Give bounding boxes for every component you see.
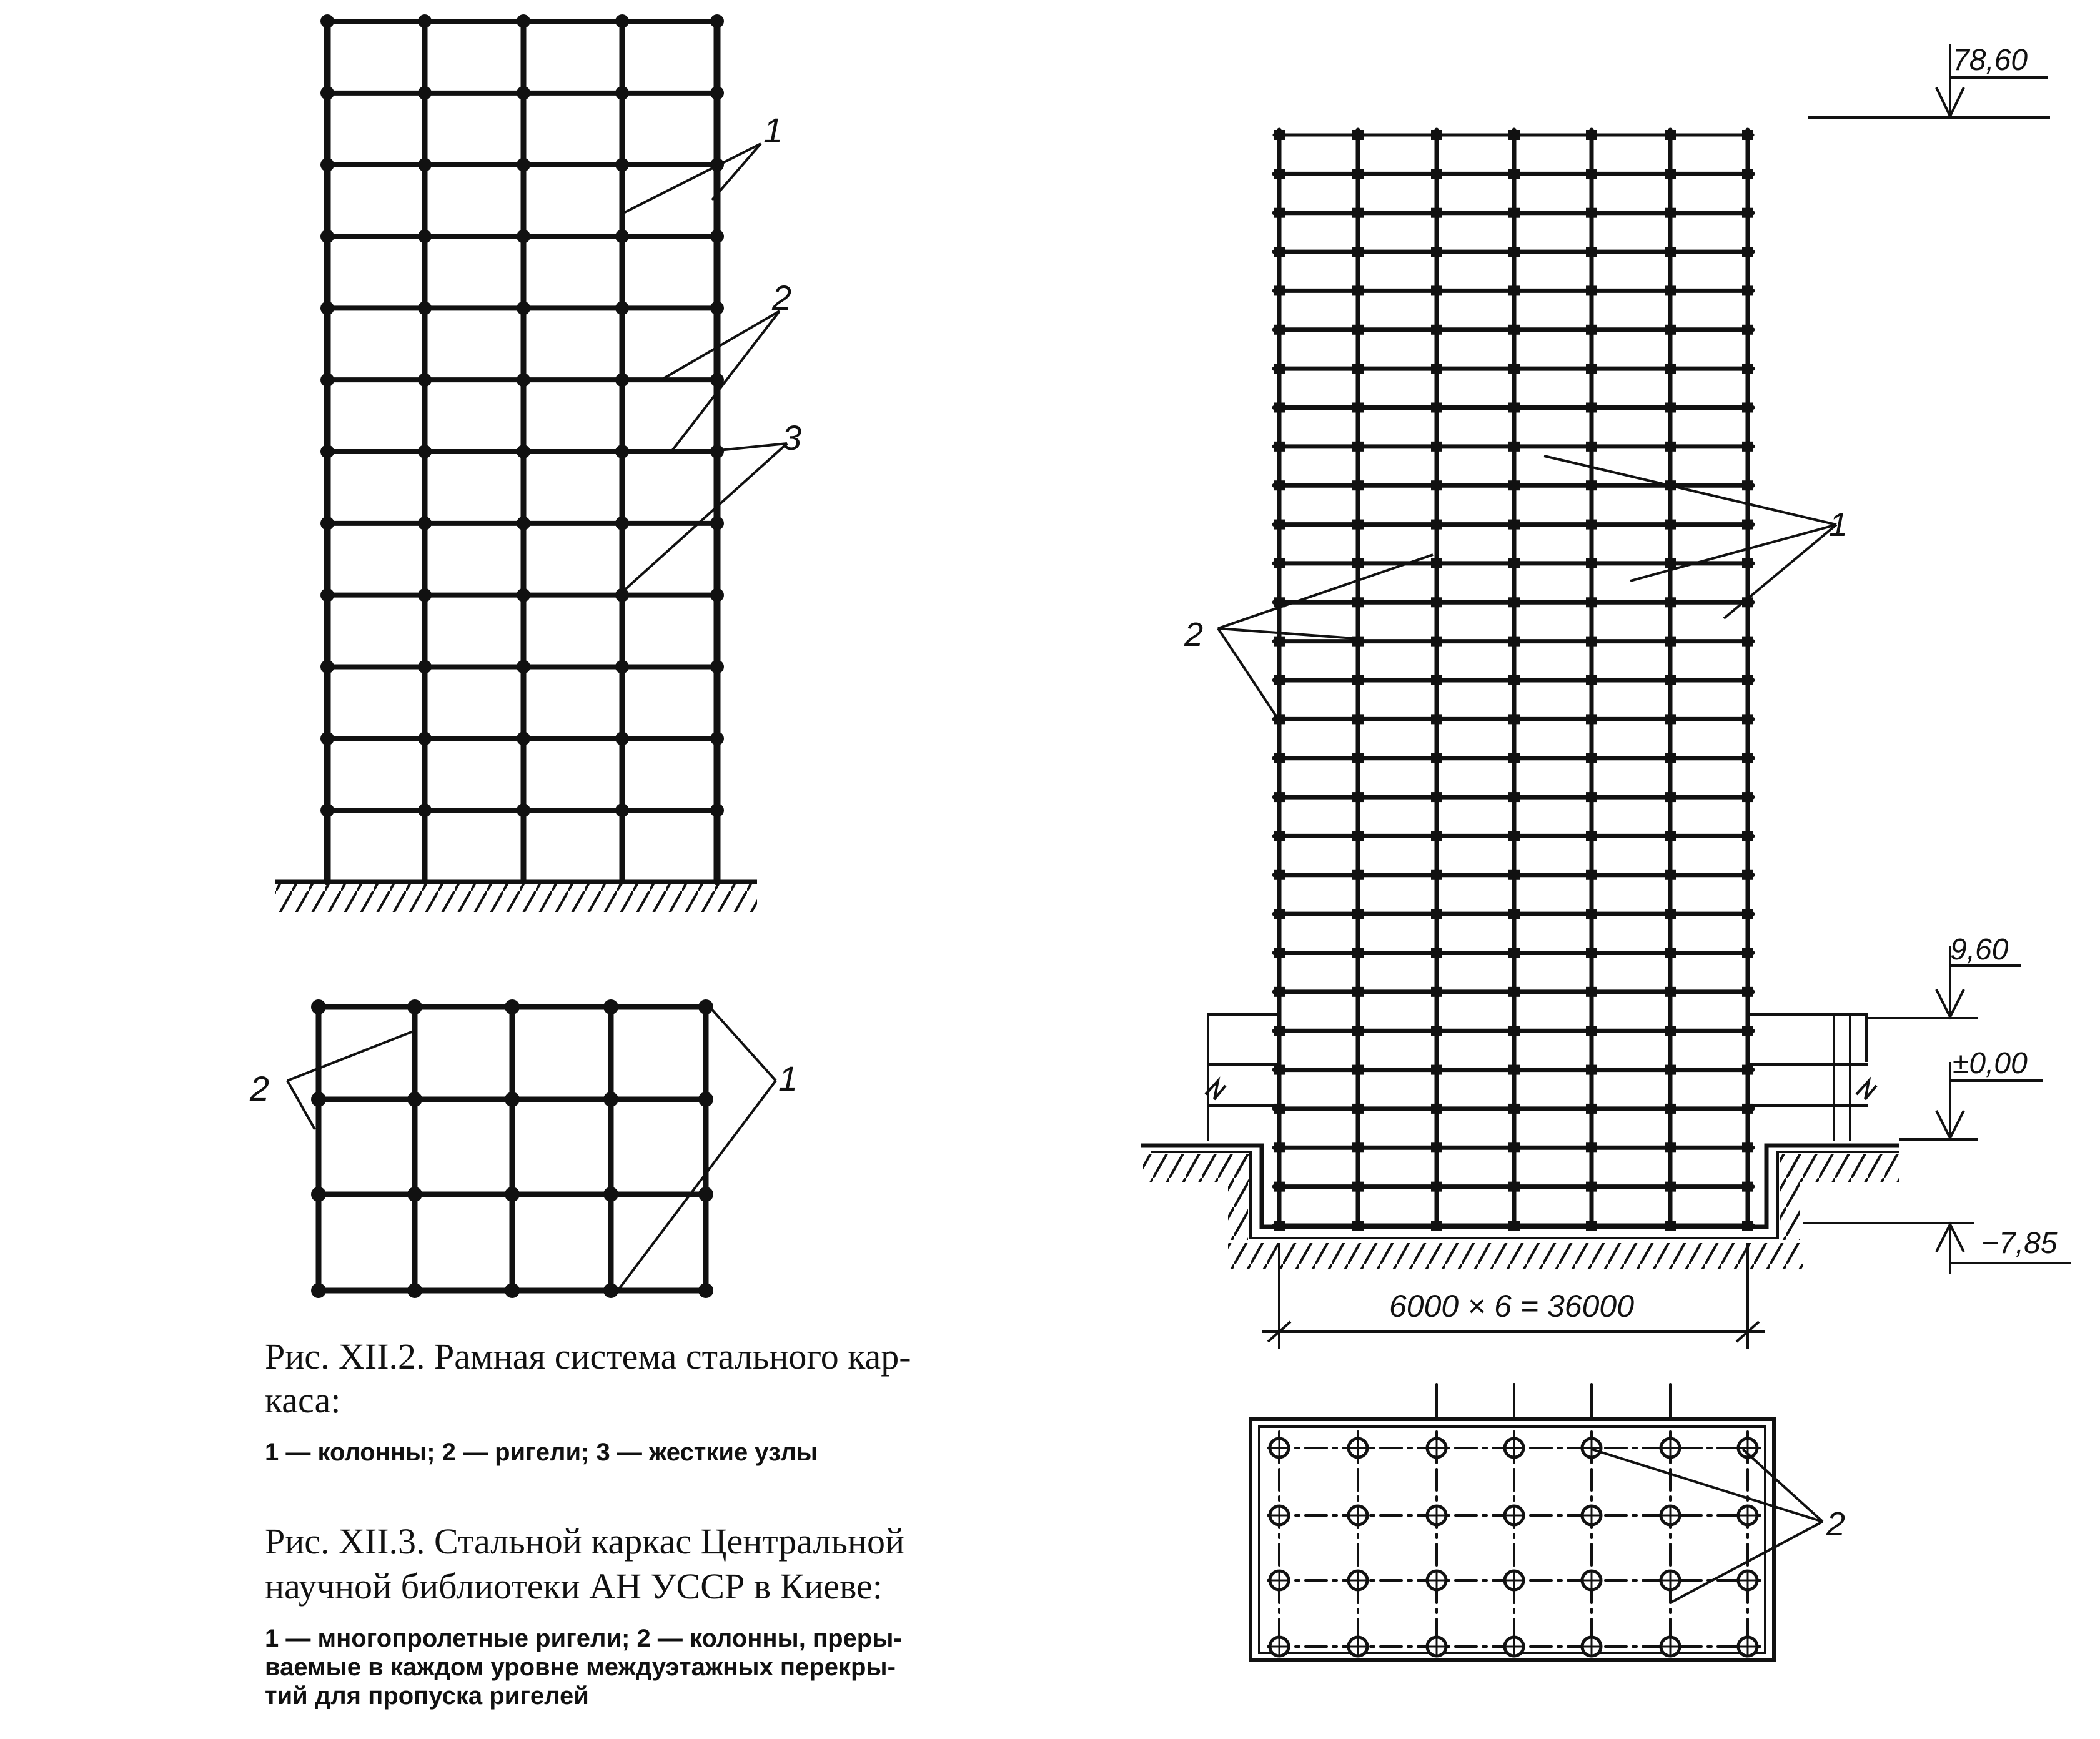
- fig2-level-top: 78,60: [1953, 44, 2028, 77]
- fig2-column-joint: [1352, 1182, 1364, 1192]
- fig2-column-joint: [1586, 1142, 1597, 1152]
- fig1-caption-legend: 1 — колонны; 2 — ригели; 3 — жесткие узлы: [265, 1439, 818, 1466]
- fig2-column-joint: [1742, 169, 1753, 179]
- fig1-rigid-node: [418, 301, 432, 315]
- fig2-column-joint: [1665, 597, 1676, 607]
- fig2-callout-2: 2: [1184, 616, 1204, 653]
- fig1-rigid-node: [418, 158, 432, 172]
- fig1-plan-node: [505, 1187, 520, 1202]
- fig2-column-joint: [1352, 520, 1364, 530]
- fig1-rigid-node: [710, 731, 724, 745]
- fig2-dimension-label: 6000 × 6 = 36000: [1389, 1289, 1635, 1324]
- fig2-column-joint: [1274, 442, 1285, 452]
- fig2-column-joint: [1431, 1142, 1442, 1152]
- fig2-column-joint: [1742, 247, 1753, 257]
- fig2-column-joint: [1431, 637, 1442, 647]
- fig2-column-joint: [1586, 948, 1597, 958]
- fig2-caption-legend-line2: ваемые в каждом уровне междуэтажных перекры-: [265, 1653, 896, 1681]
- fig1-plan-node: [698, 1092, 713, 1107]
- fig1-caption-title-line1: Рис. XII.2. Рамная система стального кар-: [265, 1336, 911, 1377]
- fig1-rigid-node: [615, 14, 629, 28]
- fig2-column-joint: [1586, 714, 1597, 724]
- fig2-column-joint: [1508, 714, 1520, 724]
- fig2-column-joint: [1274, 987, 1285, 997]
- fig2-column-joint: [1742, 870, 1753, 880]
- fig2-column-joint: [1665, 1104, 1676, 1114]
- fig2-column-joint: [1665, 870, 1676, 880]
- fig2-column-joint: [1352, 792, 1364, 802]
- fig2-column-joint: [1586, 403, 1597, 413]
- fig1-rigid-node: [710, 517, 724, 530]
- fig2-column-joint: [1586, 831, 1597, 841]
- fig1-rigid-node: [320, 14, 334, 28]
- fig2-column-joint: [1274, 520, 1285, 530]
- fig2-column-joint: [1508, 675, 1520, 685]
- fig2-column-joint: [1665, 1026, 1676, 1036]
- fig2-column-joint: [1352, 714, 1364, 724]
- fig2-column-joint: [1431, 909, 1442, 919]
- fig1-rigid-node: [710, 588, 724, 602]
- fig1-rigid-node: [320, 660, 334, 674]
- fig2-column-joint: [1586, 637, 1597, 647]
- fig1-rigid-node: [517, 445, 530, 458]
- fig2-column-joint: [1352, 675, 1364, 685]
- fig1-rigid-node: [517, 230, 530, 244]
- fig1-frame-elevation: [320, 14, 724, 882]
- fig1-rigid-node: [517, 803, 530, 817]
- fig2-column-joint: [1586, 285, 1597, 295]
- fig2-column-joint: [1586, 597, 1597, 607]
- fig2-column-joint: [1431, 247, 1442, 257]
- fig1-plan-node: [603, 1283, 618, 1298]
- fig2-column-joint: [1586, 480, 1597, 490]
- fig2-column-joint: [1352, 169, 1364, 179]
- fig2-column-joint: [1352, 403, 1364, 413]
- fig2-column-joint: [1352, 285, 1364, 295]
- fig1-plan-node: [311, 1283, 326, 1298]
- fig2-column-joint: [1352, 442, 1364, 452]
- fig2-column-joint: [1274, 325, 1285, 335]
- fig2-column-joint: [1665, 520, 1676, 530]
- fig2-column-joint: [1508, 870, 1520, 880]
- fig2-column-joint: [1665, 403, 1676, 413]
- fig1-rigid-node: [320, 517, 334, 530]
- fig2-column-joint: [1508, 208, 1520, 218]
- fig2-column-joint: [1431, 480, 1442, 490]
- fig2-column-joint: [1352, 909, 1364, 919]
- fig2-column-joint: [1742, 675, 1753, 685]
- fig1-rigid-node: [320, 373, 334, 387]
- fig1-rigid-node: [320, 301, 334, 315]
- fig2-column-joint: [1352, 753, 1364, 763]
- fig2-column-joint: [1274, 1065, 1285, 1075]
- fig2-column-joint: [1742, 558, 1753, 568]
- fig2-column-joint: [1742, 792, 1753, 802]
- fig2-column-joint: [1508, 987, 1520, 997]
- fig2-column-joint: [1508, 1142, 1520, 1152]
- fig2-column-joint: [1508, 1182, 1520, 1192]
- fig2-column-joint: [1742, 1065, 1753, 1075]
- fig2-caption-title-line1: Рис. XII.3. Стальной каркас Центральной: [265, 1521, 905, 1562]
- fig2-column-joint: [1274, 364, 1285, 374]
- fig1-plan-node: [505, 1092, 520, 1107]
- fig2-column-joint: [1665, 909, 1676, 919]
- fig2-column-joint: [1665, 247, 1676, 257]
- fig2-level-marks: [1803, 44, 2071, 1274]
- fig1-rigid-node: [517, 588, 530, 602]
- fig2-column-joint: [1352, 558, 1364, 568]
- fig1-caption-title-line2: каса:: [265, 1380, 341, 1420]
- fig2-column-joint: [1586, 870, 1597, 880]
- fig2-column-joint: [1508, 792, 1520, 802]
- fig2-column-joint: [1274, 130, 1285, 140]
- fig2-column-joint: [1352, 1142, 1364, 1152]
- fig2-column-joint: [1665, 364, 1676, 374]
- fig1-callout-2: 2: [772, 278, 792, 317]
- fig2-column-joint: [1586, 364, 1597, 374]
- fig1-plan-node: [407, 1092, 422, 1107]
- fig1-rigid-node: [418, 588, 432, 602]
- fig1-plan-node: [603, 1187, 618, 1202]
- fig2-column-joint: [1742, 364, 1753, 374]
- fig2-column-joint: [1352, 364, 1364, 374]
- fig1-rigid-node: [517, 517, 530, 530]
- fig2-column-joint: [1742, 987, 1753, 997]
- fig2-column-joint: [1586, 325, 1597, 335]
- fig2-column-joint: [1274, 169, 1285, 179]
- fig2-column-joint: [1431, 831, 1442, 841]
- fig1-plan-node: [505, 1283, 520, 1298]
- fig2-column-joint: [1352, 1026, 1364, 1036]
- fig1-rigid-node: [710, 660, 724, 674]
- fig1-plan-callout-1: 1: [778, 1059, 798, 1098]
- fig1-callout-3: 3: [782, 418, 802, 457]
- fig2-column-joint: [1508, 597, 1520, 607]
- fig2-level-bottom: −7,85: [1981, 1227, 2058, 1260]
- fig1-rigid-node: [517, 14, 530, 28]
- fig2-column-joint: [1742, 442, 1753, 452]
- fig1-plan-node: [698, 1187, 713, 1202]
- fig1-rigid-node: [418, 373, 432, 387]
- fig1-plan-node: [603, 1092, 618, 1107]
- fig1-rigid-node: [710, 230, 724, 244]
- fig2-level-ground: ±0,00: [1953, 1047, 2028, 1080]
- fig1-rigid-node: [418, 517, 432, 530]
- fig2-column-joint: [1431, 169, 1442, 179]
- fig2-column-joint: [1665, 948, 1676, 958]
- fig2-column-joint: [1742, 480, 1753, 490]
- fig2-column-joint: [1665, 208, 1676, 218]
- fig2-column-joint: [1665, 442, 1676, 452]
- fig2-column-joint: [1352, 325, 1364, 335]
- fig2-column-joint: [1586, 987, 1597, 997]
- fig2-column-joint: [1508, 1104, 1520, 1114]
- fig1-rigid-node: [320, 158, 334, 172]
- fig2-column-joint: [1274, 480, 1285, 490]
- fig2-column-joint: [1586, 675, 1597, 685]
- fig2-column-joint: [1352, 1104, 1364, 1114]
- fig2-column-joint: [1586, 169, 1597, 179]
- fig1-rigid-node: [418, 803, 432, 817]
- fig2-column-joint: [1274, 753, 1285, 763]
- fig1-rigid-node: [710, 301, 724, 315]
- fig2-column-joint: [1665, 675, 1676, 685]
- fig2-column-joint: [1586, 130, 1597, 140]
- fig2-column-joint: [1586, 1104, 1597, 1114]
- fig1-plan-node: [311, 999, 326, 1014]
- fig2-plan-inner-wall: [1259, 1427, 1765, 1653]
- fig2-column-joint: [1508, 130, 1520, 140]
- fig2-column-joint: [1665, 1142, 1676, 1152]
- fig2-column-joint: [1274, 208, 1285, 218]
- fig2-column-joint: [1352, 987, 1364, 997]
- fig2-column-joint: [1508, 364, 1520, 374]
- fig1-rigid-node: [320, 86, 334, 100]
- fig2-column-joint: [1742, 325, 1753, 335]
- fig2-column-joint: [1742, 403, 1753, 413]
- fig1-rigid-node: [418, 660, 432, 674]
- fig1-plan-leaders: [287, 1007, 776, 1293]
- fig2-column-joint: [1665, 714, 1676, 724]
- fig2-column-joint: [1352, 948, 1364, 958]
- fig2-caption-legend-line3: тий для пропуска ригелей: [265, 1682, 589, 1710]
- fig2-column-joint: [1508, 948, 1520, 958]
- fig2-callout-1: 1: [1829, 506, 1848, 543]
- fig2-column-joint: [1508, 325, 1520, 335]
- fig2-column-joint: [1508, 520, 1520, 530]
- fig2-column-joint: [1665, 1065, 1676, 1075]
- fig2-column-joint: [1431, 1104, 1442, 1114]
- fig2-column-joint: [1431, 325, 1442, 335]
- fig2-podium: [1206, 1014, 1876, 1141]
- fig2-column-joint: [1431, 948, 1442, 958]
- fig2-column-joint: [1665, 325, 1676, 335]
- fig2-column-joint: [1665, 637, 1676, 647]
- fig2-column-joint: [1431, 714, 1442, 724]
- fig2-column-joint: [1665, 987, 1676, 997]
- fig1-ground: [275, 882, 757, 912]
- fig2-column-joint: [1742, 948, 1753, 958]
- fig2-column-joint: [1431, 364, 1442, 374]
- fig2-column-joint: [1274, 403, 1285, 413]
- fig2-column-joint: [1431, 403, 1442, 413]
- fig2-frame-plan: [1251, 1384, 1774, 1660]
- fig2-column-joint: [1508, 831, 1520, 841]
- fig2-column-joint: [1508, 285, 1520, 295]
- fig2-column-joint: [1586, 442, 1597, 452]
- fig1-rigid-node: [320, 445, 334, 458]
- fig1-rigid-node: [615, 803, 629, 817]
- fig2-column-joint: [1431, 208, 1442, 218]
- fig1-rigid-node: [517, 660, 530, 674]
- fig2-column-joint: [1665, 130, 1676, 140]
- fig1-plan-callout-2: 2: [250, 1069, 270, 1108]
- fig2-column-joint: [1586, 1065, 1597, 1075]
- fig2-column-joint: [1431, 520, 1442, 530]
- fig2-column-joint: [1508, 442, 1520, 452]
- fig2-column-joint: [1742, 1026, 1753, 1036]
- fig1-rigid-node: [418, 230, 432, 244]
- fig2-column-joint: [1742, 831, 1753, 841]
- fig1-rigid-node: [710, 14, 724, 28]
- fig1-frame-plan: [311, 999, 713, 1298]
- fig2-column-joint: [1274, 637, 1285, 647]
- fig2-column-joint: [1508, 909, 1520, 919]
- fig2-column-joint: [1431, 285, 1442, 295]
- fig2-column-joint: [1431, 597, 1442, 607]
- fig2-column-joint: [1352, 208, 1364, 218]
- fig2-column-joint: [1665, 285, 1676, 295]
- fig2-column-joint: [1586, 909, 1597, 919]
- fig2-column-joint: [1742, 285, 1753, 295]
- fig1-rigid-node: [615, 373, 629, 387]
- fig1-plan-node: [698, 1283, 713, 1298]
- fig2-column-joint: [1586, 247, 1597, 257]
- fig2-column-joint: [1742, 130, 1753, 140]
- fig2-column-joint: [1431, 130, 1442, 140]
- fig2-column-joint: [1586, 558, 1597, 568]
- fig2-column-joint: [1665, 753, 1676, 763]
- fig2-column-joint: [1508, 753, 1520, 763]
- fig2-column-joint: [1431, 1182, 1442, 1192]
- fig2-column-joint: [1274, 870, 1285, 880]
- fig2-column-joint: [1431, 792, 1442, 802]
- fig1-rigid-node: [710, 86, 724, 100]
- fig2-column-joint: [1274, 909, 1285, 919]
- fig1-plan-node: [311, 1092, 326, 1107]
- fig1-rigid-node: [615, 301, 629, 315]
- fig1-rigid-node: [710, 803, 724, 817]
- fig2-column-joint: [1508, 637, 1520, 647]
- fig2-column-joint: [1742, 1182, 1753, 1192]
- fig2-column-joint: [1586, 520, 1597, 530]
- fig2-column-joint: [1352, 870, 1364, 880]
- fig2-column-joint: [1665, 1182, 1676, 1192]
- fig1-rigid-node: [320, 803, 334, 817]
- fig2-ground-basement: [1141, 1146, 1899, 1269]
- fig2-column-joint: [1508, 1065, 1520, 1075]
- fig1-rigid-node: [615, 660, 629, 674]
- fig2-level-podium: 9,60: [1950, 933, 2009, 966]
- fig2-column-joint: [1274, 285, 1285, 295]
- fig2-column-joint: [1508, 480, 1520, 490]
- fig1-callout-1: 1: [763, 111, 783, 150]
- fig2-column-joint: [1274, 1142, 1285, 1152]
- fig1-rigid-node: [615, 445, 629, 458]
- fig1-rigid-node: [517, 301, 530, 315]
- fig1-plan-node: [407, 1187, 422, 1202]
- fig2-column-joint: [1742, 714, 1753, 724]
- fig2-column-joint: [1586, 792, 1597, 802]
- fig1-rigid-node: [418, 86, 432, 100]
- fig2-column-joint: [1665, 558, 1676, 568]
- fig2-frame-elevation: [1274, 130, 1753, 1231]
- fig2-column-joint: [1431, 1026, 1442, 1036]
- fig1-rigid-node: [320, 731, 334, 745]
- fig2-column-joint: [1274, 1026, 1285, 1036]
- fig2-column-joint: [1431, 870, 1442, 880]
- fig1-rigid-node: [615, 158, 629, 172]
- fig1-plan-node: [407, 1283, 422, 1298]
- fig1-rigid-node: [320, 230, 334, 244]
- fig2-column-joint: [1431, 675, 1442, 685]
- fig2-column-joint: [1665, 169, 1676, 179]
- fig2-column-joint: [1274, 831, 1285, 841]
- fig2-column-joint: [1352, 480, 1364, 490]
- fig2-column-joint: [1352, 1065, 1364, 1075]
- fig2-column-joint: [1274, 1182, 1285, 1192]
- fig2-column-joint: [1742, 208, 1753, 218]
- fig2-column-joint: [1274, 558, 1285, 568]
- fig1-rigid-node: [320, 588, 334, 602]
- fig1-rigid-node: [517, 373, 530, 387]
- fig1-rigid-node: [517, 158, 530, 172]
- fig2-column-joint: [1742, 520, 1753, 530]
- fig1-rigid-node: [517, 86, 530, 100]
- fig2-column-joint: [1274, 247, 1285, 257]
- fig2-column-joint: [1665, 792, 1676, 802]
- fig2-column-joint: [1274, 948, 1285, 958]
- fig1-rigid-node: [418, 14, 432, 28]
- fig1-plan-node: [505, 999, 520, 1014]
- fig2-column-joint: [1742, 753, 1753, 763]
- fig2-column-joint: [1508, 169, 1520, 179]
- fig2-column-joint: [1508, 1026, 1520, 1036]
- fig1-rigid-node: [418, 731, 432, 745]
- fig1-plan-node: [407, 999, 422, 1014]
- fig2-column-joint: [1586, 1182, 1597, 1192]
- fig1-rigid-node: [615, 731, 629, 745]
- fig2-column-joint: [1431, 1065, 1442, 1075]
- fig2-column-joint: [1586, 208, 1597, 218]
- fig2-column-joint: [1431, 558, 1442, 568]
- fig2-column-joint: [1742, 637, 1753, 647]
- fig2-column-joint: [1742, 909, 1753, 919]
- fig2-plan-callout-2: 2: [1826, 1505, 1846, 1543]
- fig2-column-joint: [1431, 442, 1442, 452]
- fig2-column-joint: [1352, 597, 1364, 607]
- fig1-rigid-node: [517, 731, 530, 745]
- fig2-column-joint: [1352, 831, 1364, 841]
- fig2-column-joint: [1352, 247, 1364, 257]
- fig2-caption-title-line2: научной библиотеки АН УССР в Киеве:: [265, 1566, 883, 1607]
- fig2-column-joint: [1742, 1142, 1753, 1152]
- fig2-column-joint: [1352, 130, 1364, 140]
- fig2-column-joint: [1665, 831, 1676, 841]
- fig2-caption-legend-line1: 1 — многопролетные ригели; 2 — колонны, преры-: [265, 1625, 902, 1652]
- fig2-column-joint: [1586, 1026, 1597, 1036]
- fig2-column-joint: [1431, 987, 1442, 997]
- fig1-rigid-node: [615, 86, 629, 100]
- fig1-rigid-node: [615, 588, 629, 602]
- fig1-rigid-node: [418, 445, 432, 458]
- fig2-column-joint: [1274, 675, 1285, 685]
- fig2-column-joint: [1508, 247, 1520, 257]
- fig2-column-joint: [1508, 558, 1520, 568]
- fig1-rigid-node: [615, 230, 629, 244]
- fig2-column-joint: [1586, 753, 1597, 763]
- fig1-rigid-node: [615, 517, 629, 530]
- fig2-column-joint: [1274, 792, 1285, 802]
- fig2-column-joint: [1431, 753, 1442, 763]
- fig1-plan-node: [603, 999, 618, 1014]
- fig1-plan-node: [311, 1187, 326, 1202]
- fig2-column-joint: [1508, 403, 1520, 413]
